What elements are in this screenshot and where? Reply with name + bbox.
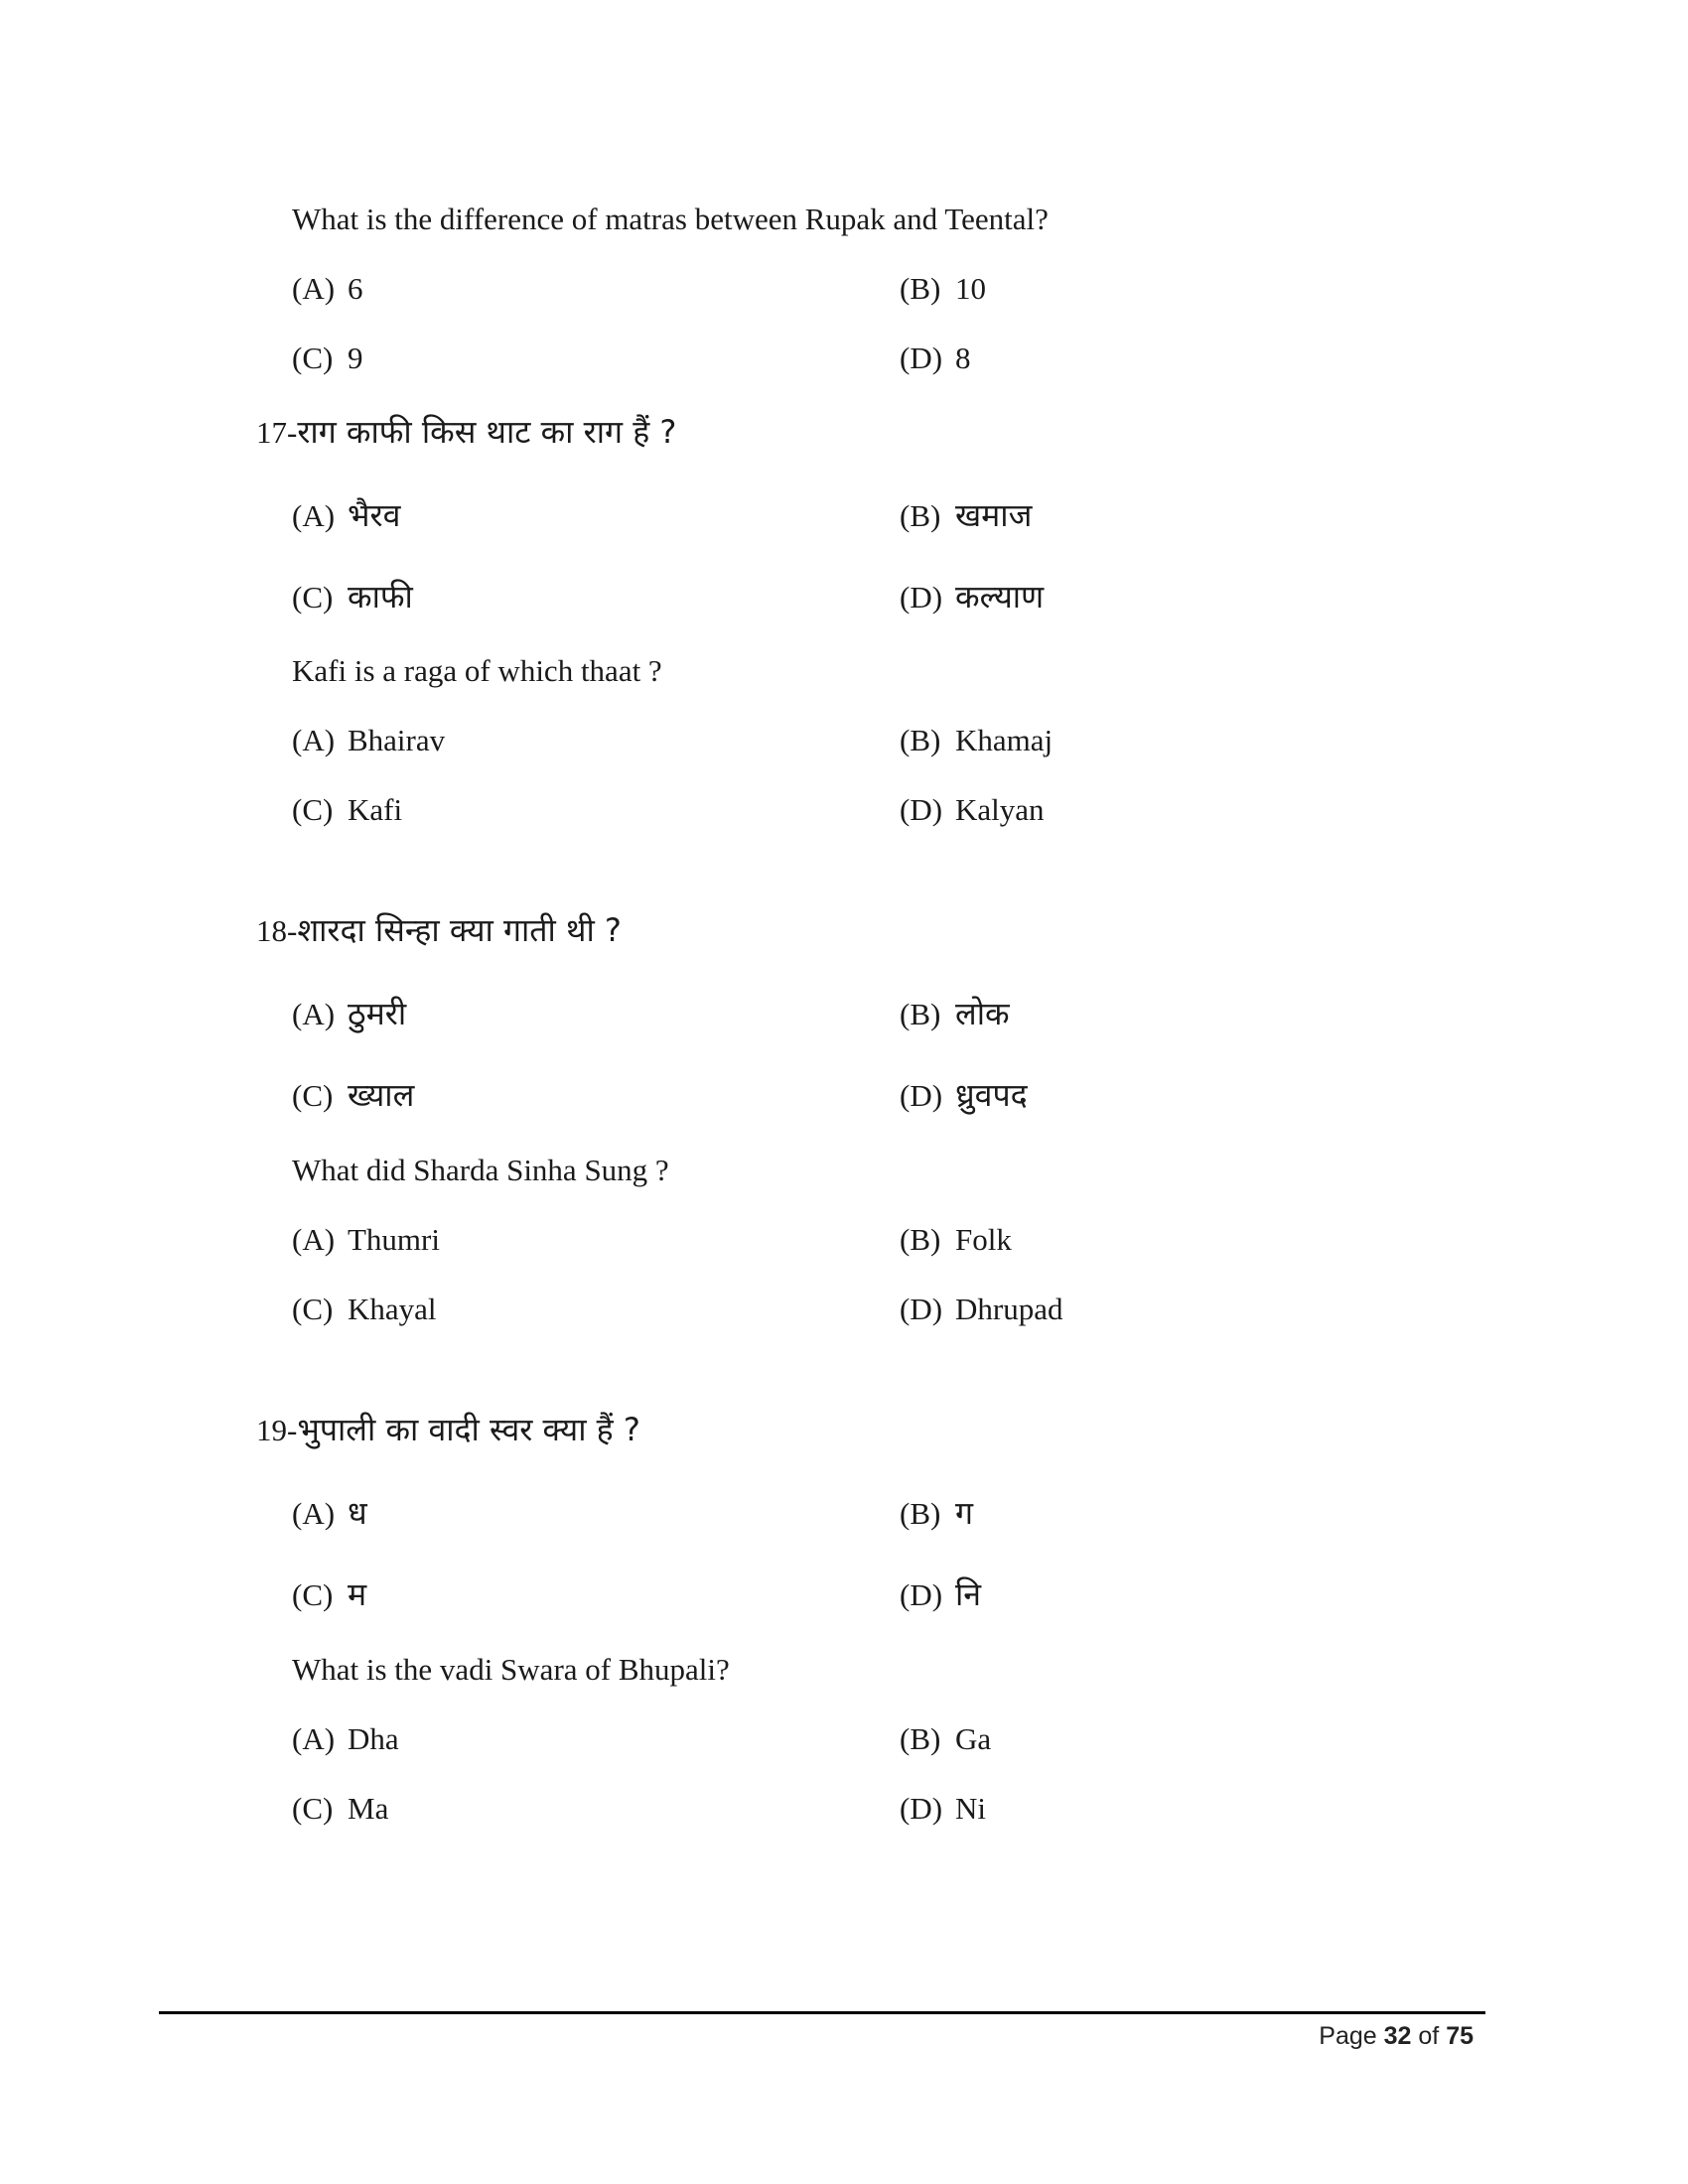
q18-question-hi: 18-शारदा सिन्हा क्या गाती थी ? — [256, 911, 622, 949]
q16-option-d: (D) 8 — [900, 341, 971, 375]
q16-question-en: What is the difference of matras between Rupak and Teental? — [292, 202, 1049, 236]
q17-option-d-hi: (D) कल्याण — [900, 578, 1045, 615]
q18-option-a-hi: (A) ठुमरी — [292, 995, 407, 1032]
q16-option-b: (B) 10 — [900, 271, 986, 306]
q19-option-d-hi: (D) नि — [900, 1575, 982, 1613]
q18-option-d-en: (D) Dhrupad — [900, 1292, 1063, 1326]
q17-option-c-hi: (C) काफी — [292, 578, 413, 615]
q16-option-a: (A) 6 — [292, 271, 363, 306]
q17-option-a-en: (A) Bhairav — [292, 723, 446, 757]
q19-question-hi: 19-भुपाली का वादी स्वर क्या हैं ? — [256, 1411, 640, 1448]
q19-option-a-hi: (A) ध — [292, 1494, 367, 1532]
q17-option-b-en: (B) Khamaj — [900, 723, 1054, 757]
q17-question-en: Kafi is a raga of which thaat ? — [292, 653, 662, 688]
q19-option-c-en: (C) Ma — [292, 1791, 389, 1826]
q17-option-a-hi: (A) भैरव — [292, 496, 401, 534]
q18-option-a-en: (A) Thumri — [292, 1222, 440, 1257]
q19-question-en: What is the vadi Swara of Bhupali? — [292, 1652, 730, 1687]
q18-option-c-en: (C) Khayal — [292, 1292, 437, 1326]
q18-option-b-en: (B) Folk — [900, 1222, 1012, 1257]
page-number: Page 32 of 75 — [1319, 2022, 1474, 2050]
q18-question-en: What did Sharda Sinha Sung ? — [292, 1153, 669, 1187]
q17-option-d-en: (D) Kalyan — [900, 792, 1045, 827]
q19-option-d-en: (D) Ni — [900, 1791, 986, 1826]
q16-option-c: (C) 9 — [292, 341, 363, 375]
q18-option-b-hi: (B) लोक — [900, 995, 1010, 1032]
q19-option-c-hi: (C) म — [292, 1575, 367, 1613]
footer-divider — [159, 2011, 1485, 2014]
q18-option-d-hi: (D) ध्रुवपद — [900, 1076, 1028, 1114]
q17-option-c-en: (C) Kafi — [292, 792, 403, 827]
q17-option-b-hi: (B) खमाज — [900, 496, 1033, 534]
q19-option-a-en: (A) Dha — [292, 1721, 399, 1756]
q17-question-hi: 17-राग काफी किस थाट का राग हैं ? — [256, 413, 677, 451]
q19-option-b-hi: (B) ग — [900, 1494, 974, 1532]
q18-option-c-hi: (C) ख्याल — [292, 1076, 415, 1114]
q19-option-b-en: (B) Ga — [900, 1721, 992, 1756]
